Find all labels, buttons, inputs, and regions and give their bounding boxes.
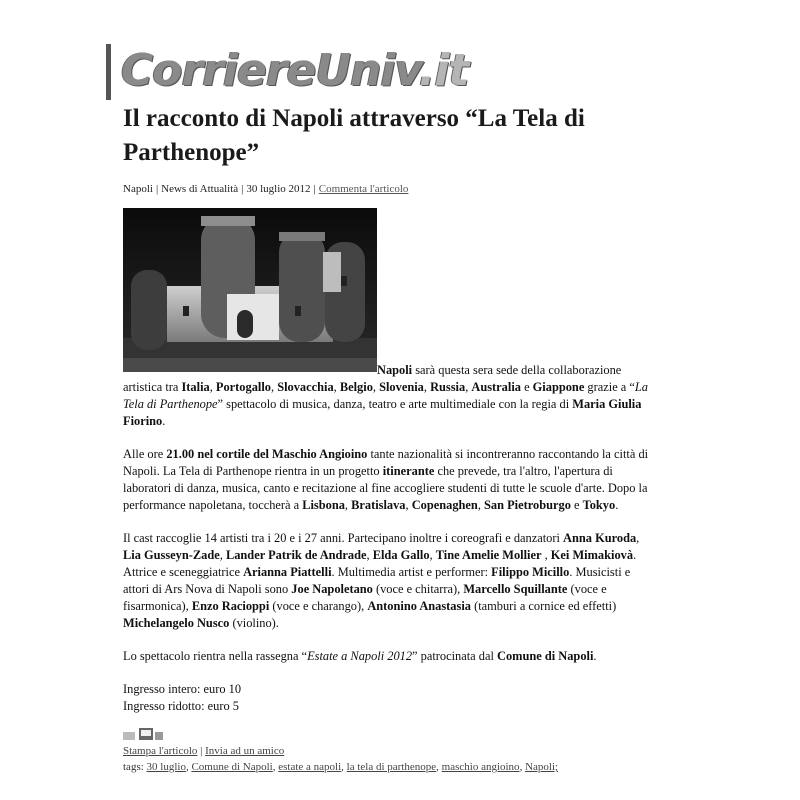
text: e <box>520 380 533 394</box>
text: . <box>615 498 619 512</box>
text: e <box>570 498 583 512</box>
text: (voce e fisarmonica), <box>123 582 607 613</box>
text-bold: Russia <box>430 380 466 394</box>
text: . Attrice e sceneggiatrice <box>123 548 637 579</box>
text: Il cast raccoglie 14 artisti tra i 20 e i 27 anni. Partecipano inoltre i coreografi e danzatori <box>123 531 564 545</box>
text: , <box>372 380 380 394</box>
text: . <box>593 649 597 663</box>
text: tante nazionalità si incontreranno raccontando la città di Napoli. La Tela di Parthenope rientra in un progetto <box>123 447 649 478</box>
send-to-friend-link[interactable]: Invia ad un amico <box>205 745 285 757</box>
text-bold: Lisbona <box>302 498 345 512</box>
text: che prevede, tra l'altro, l'apertura di laboratori di danza, musica, canto e recitazione al fine accogliere studenti di tutte le scuole d'arte. Dopo la performance napoletana, toccherà a <box>123 464 648 512</box>
text-bold: Napoli <box>377 363 413 377</box>
share-icons-graphic <box>123 726 165 744</box>
logo-main: CorriereUniv <box>121 45 419 96</box>
tag-link[interactable]: maschio angioino <box>441 761 520 773</box>
text-bold: Tokyo <box>582 498 616 512</box>
text: ” spettacolo di musica, danza, teatro e arte multimediale con la regia di <box>217 397 573 411</box>
text: , <box>477 498 485 512</box>
text: Lo spettacolo rientra nella rassegna “ <box>123 649 308 663</box>
text: ” patrocinata dal <box>412 649 498 663</box>
article-actions <box>123 744 284 758</box>
text-bold: Elda Gallo <box>372 548 430 562</box>
tag-link[interactable]: Napoli; <box>525 761 559 773</box>
text-bold: Bratislava <box>351 498 406 512</box>
logo-suffix: .it <box>418 45 469 96</box>
text: , <box>270 380 278 394</box>
text-bold: Enzo Racioppi <box>191 599 270 613</box>
text-bold: Marcello Squillante <box>463 582 568 596</box>
meta-separator: | <box>241 183 244 195</box>
tag-link[interactable]: Comune di Napoli <box>191 761 273 773</box>
article-title: Il racconto di Napoli attraverso “La Tela di Parthenope” <box>123 105 585 166</box>
text-bold: Lander Patrik de Andrade <box>225 548 367 562</box>
text: , <box>219 548 226 562</box>
article-meta <box>123 182 408 196</box>
text-bold: Giappone <box>532 380 585 394</box>
text: , <box>541 548 551 562</box>
text-bold: Slovenia <box>379 380 424 394</box>
site-logo[interactable] <box>106 44 468 100</box>
meta-city: Napoli <box>123 183 153 195</box>
share-icons <box>123 726 165 744</box>
text-bold: Antonino Anastasia <box>367 599 471 613</box>
text-bold: Anna Kuroda <box>563 531 637 545</box>
text: , <box>366 548 373 562</box>
text: , <box>465 380 472 394</box>
text-bold: Australia <box>471 380 521 394</box>
text-bold: Italia <box>181 380 210 394</box>
paragraph-cast <box>123 530 658 632</box>
text-bold: Arianna Piattelli <box>243 565 332 579</box>
text: . <box>162 414 166 428</box>
text: grazie a “ <box>584 380 635 394</box>
tags-label: tags: <box>123 761 147 773</box>
text: , <box>405 498 412 512</box>
meta-separator: | <box>313 183 316 195</box>
text-bold: Copenaghen <box>411 498 478 512</box>
text: . Multimedia artist e performer: <box>331 565 492 579</box>
text-bold: Slovacchia <box>277 380 334 394</box>
text-bold: Filippo Micillo <box>491 565 570 579</box>
tag-link[interactable]: estate a napoli <box>278 761 342 773</box>
text-bold: itinerante <box>382 464 435 478</box>
print-article-link[interactable]: Stampa l'articolo <box>123 745 198 757</box>
comment-link[interactable]: Commenta l'articolo <box>318 183 409 195</box>
ticket-reduced: Ingresso ridotto: euro 5 <box>123 699 239 713</box>
text-bold: Michelangelo Nusco <box>123 616 230 630</box>
paragraph-sponsor <box>123 648 658 665</box>
text-bold: Kei Mimakiovà <box>550 548 634 562</box>
castle-illustration <box>123 208 377 372</box>
text-bold: Tine Amelie Mollier <box>435 548 542 562</box>
text-italic: La Tela di Parthenope <box>123 380 648 411</box>
article-body <box>123 362 658 715</box>
tags-line: tags: 30 luglio, Comune di Napoli, estate a napoli, la tela di parthenope, maschio angioino, Napoli; <box>123 761 559 773</box>
meta-category: News di Attualità <box>161 183 239 195</box>
text: , <box>333 380 340 394</box>
text: , <box>423 380 431 394</box>
text: sarà questa sera sede della collaborazione artistica tra <box>123 363 622 394</box>
actions-separator: | <box>197 745 206 757</box>
paragraph-venue <box>123 446 658 514</box>
text-bold: Maria Giulia Fiorino <box>123 397 642 428</box>
paragraph-tickets <box>123 681 658 715</box>
text-italic: Estate a Napoli 2012 <box>307 649 413 663</box>
text: Alle ore <box>123 447 167 461</box>
text: (violino). <box>229 616 279 630</box>
text-bold: San Pietroburgo <box>484 498 571 512</box>
meta-date: 30 luglio 2012 <box>246 183 311 195</box>
text: , <box>636 531 640 545</box>
ticket-full: Ingresso intero: euro 10 <box>123 682 242 696</box>
text-bold: 21.00 nel cortile del Maschio Angioino <box>166 447 368 461</box>
text: (voce e charango), <box>269 599 368 613</box>
text-bold: Portogallo <box>215 380 271 394</box>
tag-link[interactable]: la tela di parthenope <box>346 761 437 773</box>
tag-link[interactable]: 30 luglio <box>146 761 186 773</box>
text: , <box>429 548 436 562</box>
castle-night-photo <box>123 208 377 372</box>
text-bold: Belgio <box>339 380 373 394</box>
text-bold: Joe Napoletano <box>291 582 373 596</box>
meta-separator: | <box>155 183 159 195</box>
text-bold: Comune di Napoli <box>497 649 594 663</box>
paragraph-intro <box>123 362 658 430</box>
text-bold: Lia Gusseyn-Zade <box>123 548 220 562</box>
text: (voce e chitarra), <box>372 582 464 596</box>
text: , <box>209 380 216 394</box>
text: (tamburi a cornice ed effetti) <box>470 599 617 613</box>
text: , <box>344 498 352 512</box>
text: . Musicisti e attori di Ars Nova di Napoli sono <box>123 565 631 596</box>
